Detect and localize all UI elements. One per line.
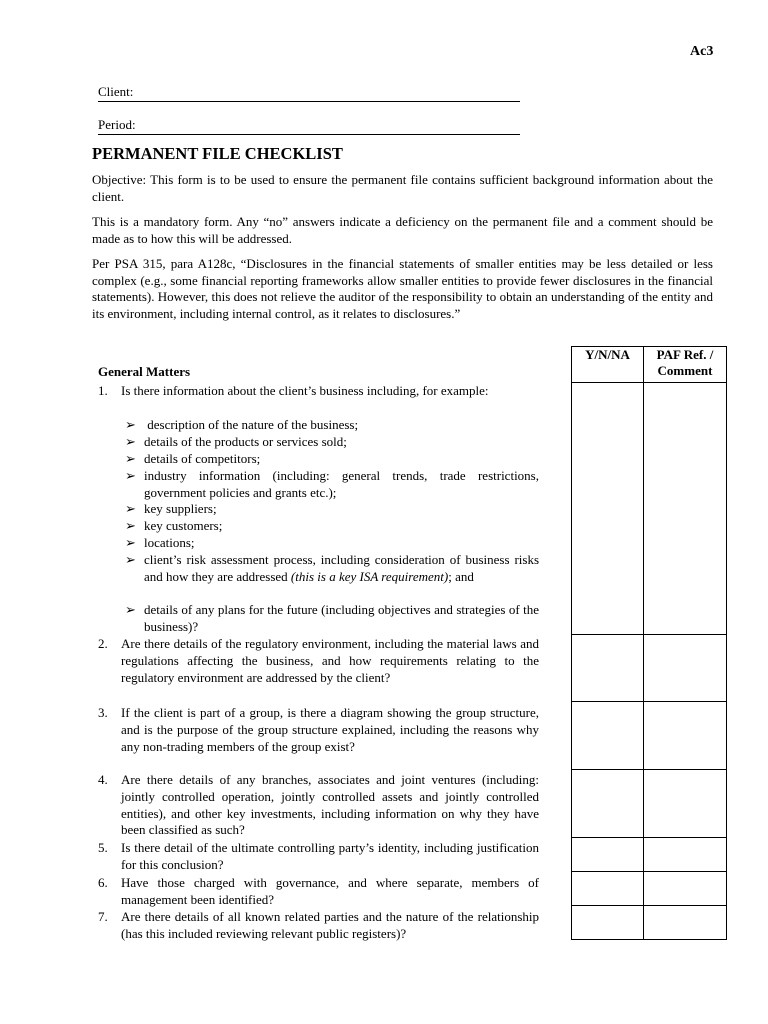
- question-number: 1.: [98, 383, 108, 398]
- table-row: [572, 838, 727, 872]
- table-row: [572, 635, 727, 702]
- question-number: 7.: [98, 909, 108, 924]
- document-code: Ac3: [690, 44, 714, 59]
- question-text: Are there details of all known related parties and the nature of the relationship (has this included reviewing relevant public registers)?: [121, 909, 539, 941]
- arrow-bullet-icon: ➢: [125, 552, 136, 567]
- yn-cell-q3[interactable]: [572, 702, 644, 770]
- bullet-item: description of the nature of the business;: [147, 417, 359, 432]
- objective-paragraph: Objective: This form is to be used to ensure the permanent file contains sufficient background information about the client.: [92, 172, 713, 204]
- page-title: PERMANENT FILE CHECKLIST: [92, 144, 343, 163]
- comment-cell-q1[interactable]: [644, 383, 727, 635]
- table-row: [572, 872, 727, 906]
- arrow-bullet-icon: ➢: [125, 501, 136, 516]
- bullet-item: details of the products or services sold;: [144, 434, 347, 449]
- arrow-bullet-icon: ➢: [125, 417, 136, 432]
- period-field[interactable]: [98, 117, 520, 135]
- question-number: 4.: [98, 772, 108, 787]
- arrow-bullet-icon: ➢: [125, 451, 136, 466]
- arrow-bullet-icon: ➢: [125, 602, 136, 617]
- arrow-bullet-icon: ➢: [125, 535, 136, 550]
- yn-cell-q6[interactable]: [572, 872, 644, 906]
- comment-cell-q6[interactable]: [644, 872, 727, 906]
- arrow-bullet-icon: ➢: [125, 468, 136, 483]
- question-text: Is there information about the client’s business including, for example:: [121, 383, 489, 398]
- section-heading: General Matters: [98, 364, 191, 379]
- arrow-bullet-icon: ➢: [125, 518, 136, 533]
- yn-cell-q2[interactable]: [572, 635, 644, 702]
- table-row: [572, 770, 727, 838]
- yn-cell-q7[interactable]: [572, 906, 644, 940]
- bullet-item: details of competitors;: [144, 451, 261, 466]
- question-number: 3.: [98, 705, 108, 720]
- question-text: Have those charged with governance, and where separate, members of management been identified?: [121, 875, 539, 907]
- bullet-item: client’s risk assessment process, including consideration of business risks and how they are addressed (this is a key ISA requirement); and: [144, 552, 539, 584]
- client-label: Client:: [98, 84, 134, 99]
- question-number: 5.: [98, 840, 108, 855]
- question-number: 2.: [98, 636, 108, 651]
- yn-cell-q5[interactable]: [572, 838, 644, 872]
- question-text: Are there details of the regulatory environment, including the material laws and regulations affecting the business, and how requirements relating to the regulatory environment are addressed by the client?: [121, 636, 539, 685]
- bullet-item: locations;: [144, 535, 195, 550]
- bullet-item: details of any plans for the future (including objectives and strategies of the business)?: [144, 602, 539, 634]
- comment-cell-q2[interactable]: [644, 635, 727, 702]
- yn-cell-q1[interactable]: [572, 383, 644, 635]
- mandatory-paragraph: This is a mandatory form. Any “no” answers indicate a deficiency on the permanent file and a comment should be made as to how this will be addressed.: [92, 214, 713, 246]
- comment-cell-q5[interactable]: [644, 838, 727, 872]
- answer-table: [571, 346, 727, 940]
- psa-paragraph: Per PSA 315, para A128c, “Disclosures in the financial statements of smaller entities may be less detailed or less complex (e.g., some financial reporting frameworks allow smaller entities to provide fewer disclosures in the financial statements). However, this does not relieve the auditor of the responsibility to obtain an understanding of the entity and its environment, including internal control, as it relates to disclosures.”: [92, 256, 713, 321]
- paf-header: PAF Ref. / Comment: [644, 347, 727, 383]
- table-row: [572, 383, 727, 635]
- comment-cell-q3[interactable]: [644, 702, 727, 770]
- comment-cell-q4[interactable]: [644, 770, 727, 838]
- question-number: 6.: [98, 875, 108, 890]
- table-row: [572, 906, 727, 940]
- comment-cell-q7[interactable]: [644, 906, 727, 940]
- client-field[interactable]: [98, 84, 520, 102]
- bullet-item: key suppliers;: [144, 501, 217, 516]
- bullet-item: industry information (including: general trends, trade restrictions, government policies and grants etc.);: [144, 468, 539, 500]
- yn-header: Y/N/NA: [572, 347, 644, 383]
- question-text: If the client is part of a group, is there a diagram showing the group structure, and is the purpose of the group structure explained, including the reasons why any non-trading members of the group exist?: [121, 705, 539, 754]
- yn-cell-q4[interactable]: [572, 770, 644, 838]
- table-row: [572, 702, 727, 770]
- period-label: Period:: [98, 117, 136, 132]
- arrow-bullet-icon: ➢: [125, 434, 136, 449]
- bullet-item: key customers;: [144, 518, 223, 533]
- question-text: Is there detail of the ultimate controlling party’s identity, including justification for this conclusion?: [121, 840, 539, 872]
- question-text: Are there details of any branches, associates and joint ventures (including: jointly controlled operation, jointly controlled assets and jointly controlled entities), and other key investments, including information on why they have been classified as such?: [121, 772, 539, 838]
